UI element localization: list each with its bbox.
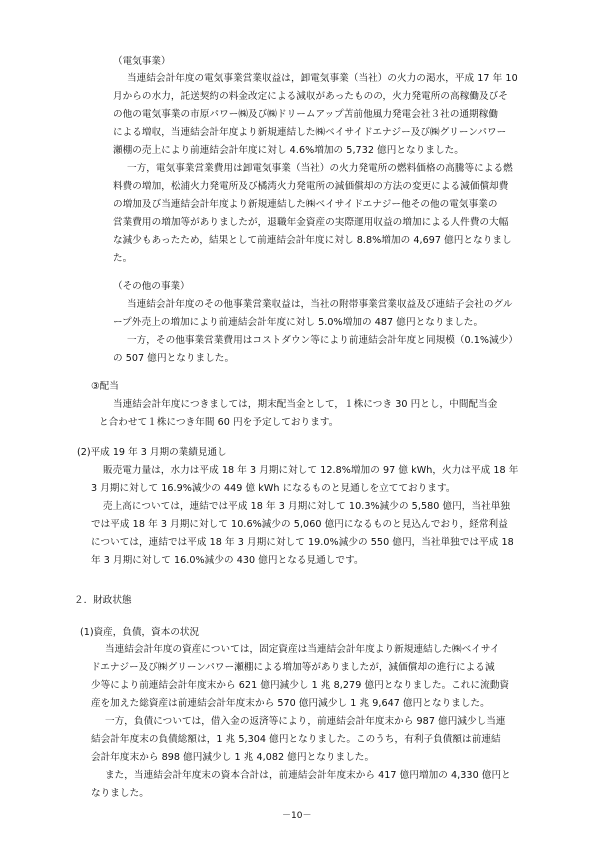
financial-p3-line: また，当連結会計年度末の資本合計は，前連結会計年度末から 417 億円増加の 4,330 億円と <box>105 770 511 781</box>
financial-p2-line: 結会計年度末の負債総額は，1 兆 5,304 億円となりました。このうち，有利子負債額は前連結 <box>91 734 501 745</box>
outlook-p2-line: では平成 18 年 3 月期に対して 10.6%減少の 5,060 億円になるものと見込んでおり，経常利益 <box>91 519 508 530</box>
other-p2-line: 一方，その他事業営業費用はコストダウン等により前連結会計年度と同規模（0.1%減少） <box>127 335 519 346</box>
electric-p1-line: 月からの水力，託送契約の料金改定による減収があったものの，火力発電所の高稼働及びそ <box>113 91 508 102</box>
electric-heading: （電気事業） <box>113 56 171 67</box>
electric-p1-line: の他の電気事業の市原パワー㈱及び㈱ドリームアップ苫前他風力発電会社３社の通期稼働 <box>113 109 499 120</box>
other-p1-line: 当連結会計年度のその他事業営業収益は，当社の附帯事業営業収益及び連結子会社のグル <box>127 299 513 310</box>
outlook-p2-line: については，連結では平成 18 年 3 月期に対して 19.0%減少の 550 億円，当社単独では平成 18 <box>91 537 514 548</box>
outlook-p1-line: 3 月期に対して 16.9%減少の 449 億 kWh になるものと見通しを立てております。 <box>91 483 456 494</box>
outlook-p2-line: 売上高については，連結では平成 18 年 3 月期に対して 10.3%減少の 5,580 億円，当社単独 <box>103 501 511 512</box>
page-number: －10－ <box>282 811 312 821</box>
financial-heading: ２．財政状態 <box>74 595 132 606</box>
financial-p1-line: 産を加えた総資産は前連結会計年度末から 570 億円減少し 1 兆 9,647 億円となりました。 <box>91 698 490 709</box>
outlook-p1-line: 販売電力量は，水力は平成 18 年 3 月期に対して 12.8%増加の 97 億 kWh，火力は平成 18 年 <box>103 465 519 476</box>
dividend-p1-line: 当連結会計年度につきましては，期末配当金として，１株につき 30 円とし，中間配当金 <box>113 399 498 410</box>
financial-p1-line: 少等により前連結会計年度末から 621 億円減少し 1 兆 8,279 億円となりました。これに流動資 <box>91 680 510 691</box>
electric-p1-line: 当連結会計年度の電気事業営業収益は，卸電気事業（当社）の火力の渇水，平成 17 年 10 <box>127 73 518 84</box>
financial-p2-line: 会計年度末から 898 億円減少し 1 兆 4,082 億円となりました。 <box>91 752 375 763</box>
financial-p1-line: 当連結会計年度の資産については，固定資産は当連結会計年度より新規連結した㈱ベイサイ <box>105 644 500 655</box>
electric-p2-line: の増加及び当連結会計年度より新規連結した㈱ベイサイドエナジー他その他の電気事業の <box>113 199 498 210</box>
electric-p1-line: による増収，当連結会計年度より新規連結した㈱ベイサイドエナジー及び㈱グリーンパワー <box>113 127 507 138</box>
other-heading: （その他の事業） <box>113 281 190 292</box>
dividend-p1-line: と合わせて１株につき年間 60 円を予定しております。 <box>99 417 339 428</box>
financial-p3-line: なりました。 <box>91 788 149 799</box>
other-p2-line: の 507 億円となりました。 <box>113 353 235 364</box>
financial-p2-line: 一方，負債については，借入金の返済等により，前連結会計年度末から 987 億円減少し当連 <box>105 716 506 727</box>
other-p1-line: ープ外売上の増加により前連結会計年度に対し 5.0%増加の 487 億円となりました。 <box>113 317 484 328</box>
electric-p1-line: 瀬棚の売上により前連結会計年度に対し 4.6%増加の 5,732 億円となりました。 <box>113 145 464 156</box>
outlook-heading: (2)平成 19 年 3 月期の業績見通し <box>77 447 227 458</box>
electric-p2-line: な減少もあったため，結果として前連結会計年度に対し 8.8%増加の 4,697 億円となりまし <box>113 235 512 246</box>
electric-p2-line: 一方，電気事業営業費用は卸電気事業（当社）の火力発電所の燃料価格の高騰等による燃 <box>127 163 513 174</box>
electric-p2-line: 料費の増加，松浦火力発電所及び橘湾火力発電所の減価償却の方法の変更による減価償却費 <box>113 181 509 192</box>
dividend-heading: ③配当 <box>91 381 119 392</box>
outlook-p2-line: 年 3 月期に対して 16.0%減少の 430 億円となる見通しです。 <box>91 555 364 566</box>
electric-p2-line: 営業費用の増加等がありましたが，退職年金資産の実際運用収益の増加による人件費の大幅 <box>113 217 509 228</box>
financial-subheading: (1)資産，負債，資本の状況 <box>80 627 200 638</box>
financial-p1-line: ドエナジー及び㈱グリーンパワー瀬棚による増加等がありましたが，減価償却の進行による減 <box>91 662 495 673</box>
electric-p2-line: た。 <box>113 253 133 264</box>
